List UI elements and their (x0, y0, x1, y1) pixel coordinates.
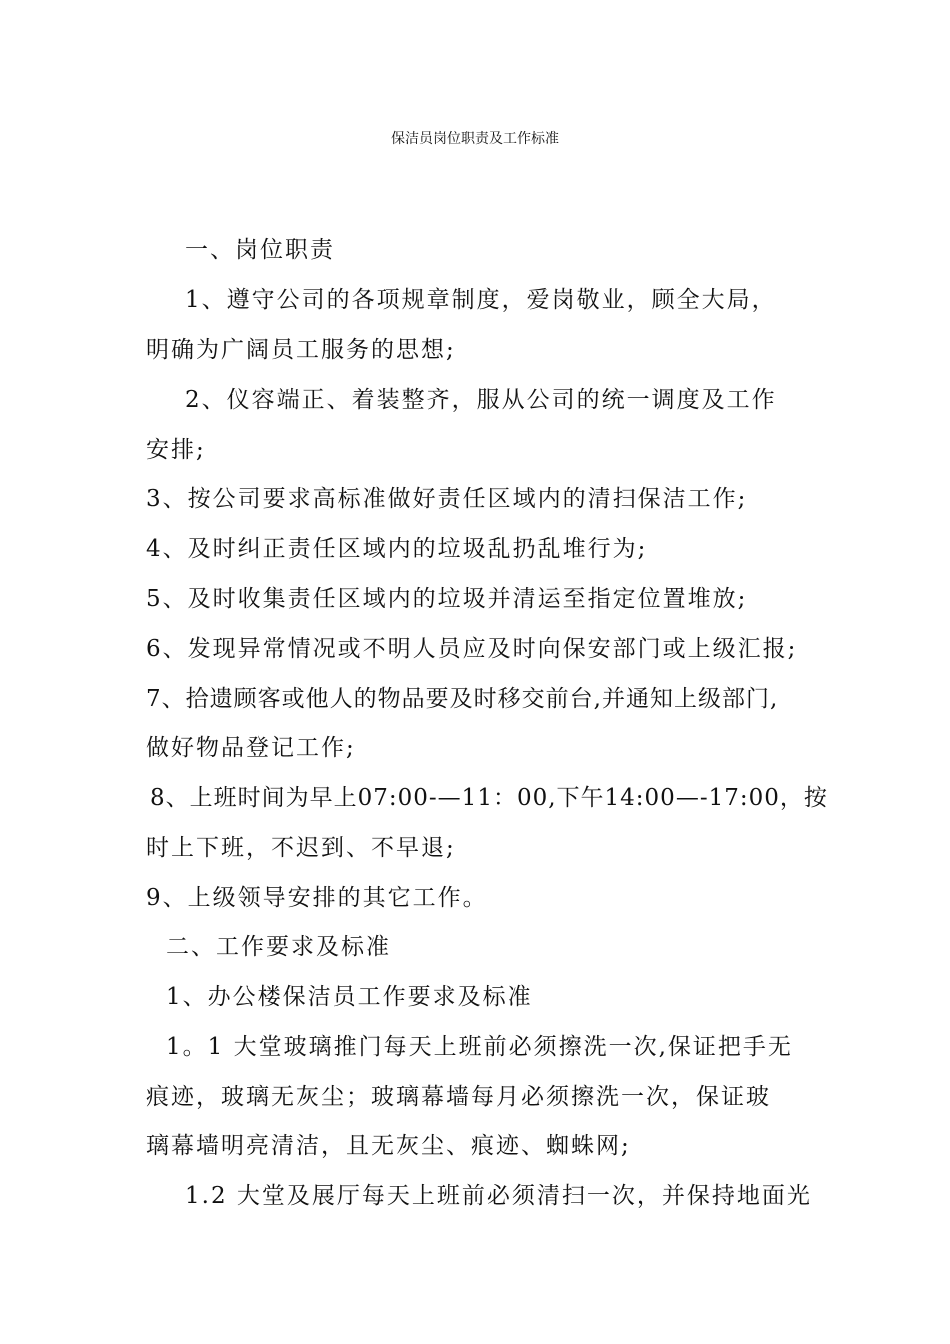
item-6: 6、发现异常情况或不明人员应及时向保安部门或上级汇报; (146, 636, 798, 662)
document-title: 保洁员岗位职责及工作标准 (391, 131, 559, 147)
standard-1-1-line-1: 1。1 大堂玻璃推门每天上班前必须擦洗一次,保证把手无 (166, 1034, 793, 1060)
item-1-line-2: 明确为广阔员工服务的思想; (146, 337, 456, 363)
section2-heading: 二、工作要求及标准 (166, 934, 391, 960)
standard-1-1-line-3: 璃幕墙明亮清洁，且无灰尘、痕迹、蜘蛛网; (146, 1133, 631, 1159)
item-4: 4、及时纠正责任区域内的垃圾乱扔乱堆行为; (146, 536, 648, 562)
item-2-line-2: 安排; (146, 437, 206, 463)
item-7-line-1: 7、拾遗顾客或他人的物品要及时移交前台,并通知上级部门, (146, 686, 779, 712)
item-7-line-2: 做好物品登记工作; (146, 735, 356, 761)
item-8-line-1: 8、上班时间为早上07:00-—11：00,下午14:00—-17:00，按 (150, 785, 828, 811)
item-1-line-1: 1、遵守公司的各项规章制度，爱岗敬业，顾全大局， (185, 287, 777, 313)
standard-1-2-line-1: 1.2 大堂及展厅每天上班前必须清扫一次，并保持地面光 (185, 1183, 812, 1209)
subsection1-heading: 1、办公楼保洁员工作要求及标准 (166, 984, 533, 1010)
section1-heading: 一、岗位职责 (185, 237, 335, 263)
item-3: 3、按公司要求高标准做好责任区域内的清扫保洁工作; (146, 486, 748, 512)
item-8-line-2: 时上下班，不迟到、不早退; (146, 835, 456, 861)
standard-1-1-line-2: 痕迹，玻璃无灰尘；玻璃幕墙每月必须擦洗一次，保证玻 (146, 1084, 771, 1110)
item-2-line-1: 2、仪容端正、着装整齐，服从公司的统一调度及工作 (185, 387, 777, 413)
item-9: 9、上级领导安排的其它工作。 (146, 885, 488, 911)
item-5: 5、及时收集责任区域内的垃圾并清运至指定位置堆放; (146, 586, 748, 612)
